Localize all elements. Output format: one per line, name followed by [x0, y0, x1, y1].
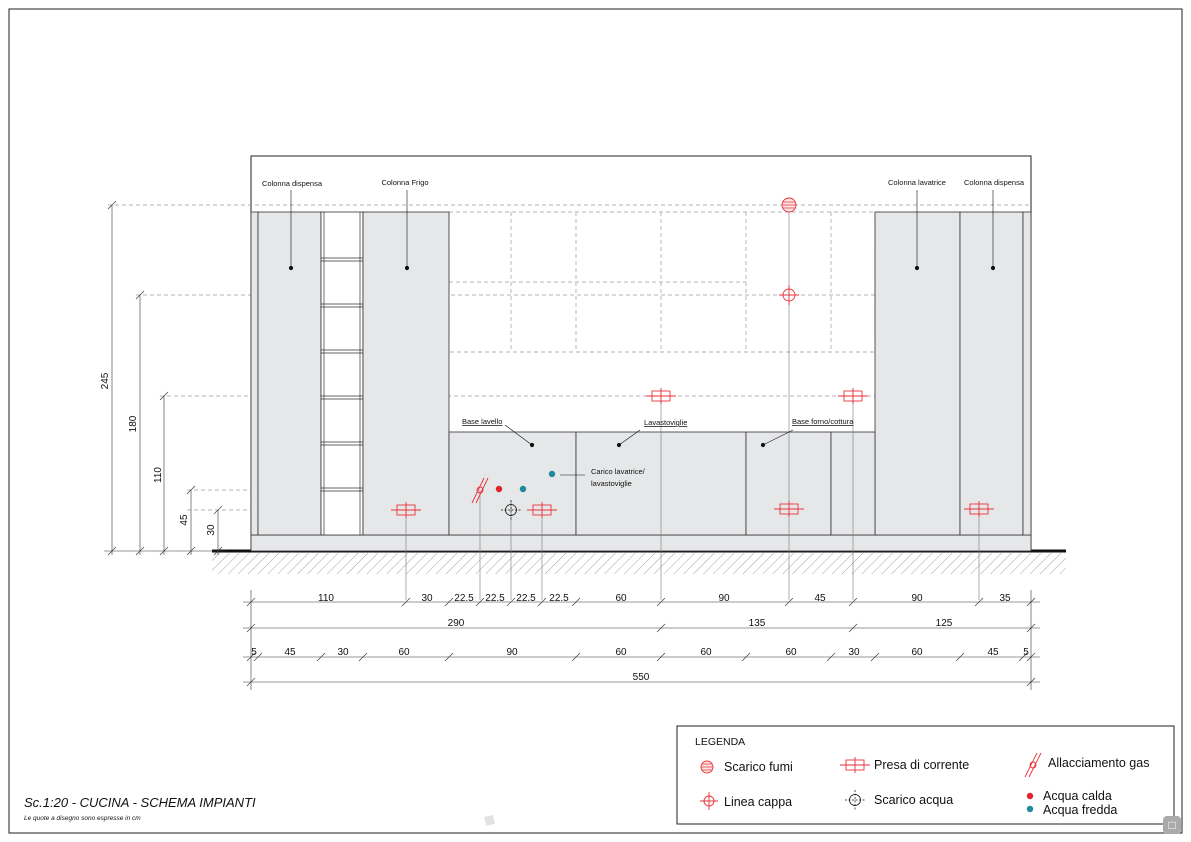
dim-label: 22.5 — [454, 593, 474, 604]
dim-label: 60 — [615, 647, 627, 658]
dim-label: 90 — [911, 593, 923, 604]
document-icon[interactable]: □ — [1163, 816, 1181, 834]
vertical-dimensions — [104, 201, 226, 555]
legend-acqua-calda: Acqua calda — [1043, 789, 1112, 803]
dim-label: 30 — [848, 647, 860, 658]
colonna-dispensa-right — [960, 212, 1023, 535]
dim-label: 135 — [748, 618, 766, 629]
dim-label: 60 — [785, 647, 797, 658]
legend-allacciamento-gas: Allacciamento gas — [1048, 756, 1150, 770]
base-lavello — [449, 432, 576, 535]
dims-row-3 — [251, 647, 1029, 658]
legend — [677, 726, 1174, 824]
dim-total: 550 — [632, 672, 650, 683]
legend-presa-corrente: Presa di corrente — [874, 758, 970, 772]
vdim-110: 110 — [153, 467, 164, 483]
colonna-lavatrice — [875, 212, 960, 535]
dims-row-2 — [448, 618, 953, 629]
scarico-fumi-icon — [782, 198, 796, 212]
label-carico-2: lavastoviglie — [591, 479, 632, 488]
label-carico-1: Carico lavatrice/ — [591, 467, 645, 476]
label-colonna-dispensa-right: Colonna dispensa — [963, 178, 1025, 187]
legend-scarico-acqua: Scarico acqua — [874, 793, 954, 807]
label-base-forno: Base forno/cottura — [792, 417, 854, 426]
drawing-title: Sc.1:20 - CUCINA - SCHEMA IMPIANTI — [24, 795, 256, 810]
open-shelving — [321, 212, 363, 535]
dim-label: 290 — [447, 618, 465, 629]
base-cabinets — [449, 432, 875, 535]
label-colonna-frigo: Colonna Frigo — [381, 178, 429, 187]
dim-label: 60 — [398, 647, 410, 658]
dim-label: 35 — [999, 593, 1011, 604]
dim-label: 60 — [615, 593, 627, 604]
dim-label: 90 — [718, 593, 730, 604]
label-base-lavello: Base lavello — [462, 417, 503, 426]
dim-label: 60 — [700, 647, 712, 658]
dim-label: 5 — [251, 647, 257, 658]
label-colonna-lavatrice: Colonna lavatrice — [888, 178, 946, 187]
dim-label: 45 — [987, 647, 999, 658]
cold-water-icon — [549, 471, 555, 477]
floor-hatch — [212, 553, 1066, 574]
dim-label: 45 — [284, 647, 296, 658]
cold-water-icon — [1027, 806, 1033, 812]
vdim-30: 30 — [206, 524, 217, 536]
cold-water-icon — [520, 486, 526, 492]
hot-water-icon — [1027, 793, 1033, 799]
colonna-dispensa-left — [258, 212, 321, 535]
dim-label: 60 — [911, 647, 923, 658]
dim-label: 30 — [337, 647, 349, 658]
dim-label: 22.5 — [549, 593, 569, 604]
dim-label: 125 — [935, 618, 953, 629]
scarico-fumi-icon — [701, 761, 713, 773]
dim-label: 90 — [506, 647, 518, 658]
drawing-subtitle: Le quote a disegno sono espresse in cm — [24, 815, 141, 822]
vdim-180: 180 — [128, 415, 139, 433]
dim-label: 5 — [1023, 647, 1029, 658]
legend-title: LEGENDA — [695, 736, 746, 748]
dim-label: 22.5 — [485, 593, 505, 604]
label-lavastoviglie: Lavastoviglie — [644, 418, 688, 427]
base-forno — [746, 432, 831, 535]
dim-label: 110 — [318, 593, 334, 604]
legend-scarico-fumi: Scarico fumi — [724, 760, 793, 774]
vdim-45: 45 — [179, 514, 190, 526]
legend-linea-cappa: Linea cappa — [724, 795, 793, 809]
hot-water-icon — [496, 486, 502, 492]
dim-label: 45 — [814, 593, 826, 604]
dim-label: 22.5 — [516, 593, 536, 604]
plinth — [251, 535, 1031, 551]
marker — [484, 815, 495, 826]
dim-label: 30 — [421, 593, 433, 604]
colonna-frigo — [363, 212, 449, 535]
legend-acqua-fredda: Acqua fredda — [1043, 803, 1118, 817]
label-colonna-dispensa-left: Colonna dispensa — [261, 179, 323, 188]
vdim-245: 245 — [100, 372, 111, 390]
